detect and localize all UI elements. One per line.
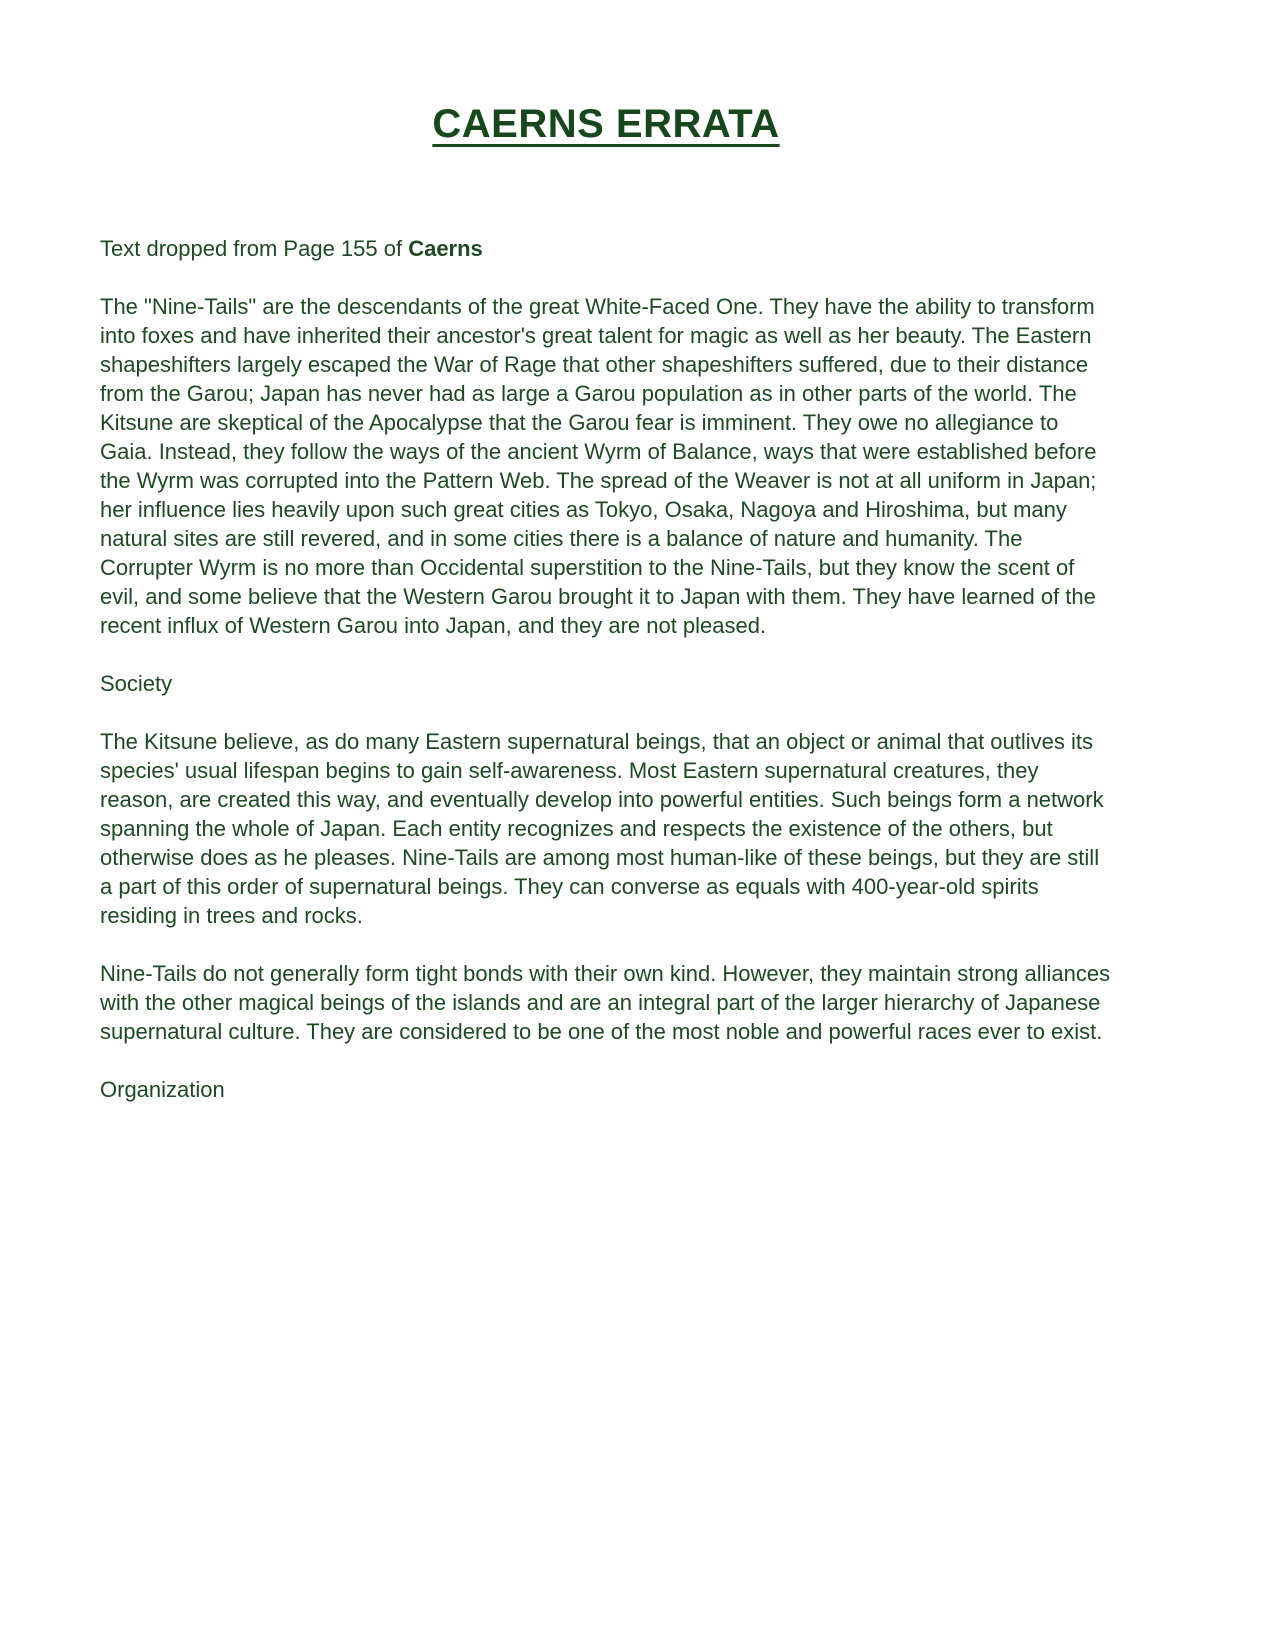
intro-prefix-text: Text dropped from Page 155 of [100, 236, 409, 261]
page-title [100, 100, 1112, 148]
paragraph-society-bonds: Nine-Tails do not generally form tight bonds with their own kind. However, they maintain strong alliances with the other magical beings of the islands and are an integral part of the larger hierarchy of Japanese supernatural culture. They are considered to be one of the most noble and powerful races ever to exist. [100, 961, 1111, 1044]
paragraph-kitsune-overview: The "Nine-Tails" are the descendants of the great White-Faced One. They have the ability to transform into foxes and have inherited their ancestor's great talent for magic as well as her beauty. The Eastern shapeshifters largely escaped the War of Rage that other shapeshifters suffered, due to their distance from the Garou; Japan has never had as large a Garou population as in other parts of the world. The Kitsune are skeptical of the Apocalypse that the Garou fear is imminent. They owe no allegiance to Gaia. Instead, they follow the ways of the ancient Wyrm of Balance, ways that were established before the Wyrm was corrupted into the Pattern Web. The spread of the Weaver is not at all uniform in Japan; her influence lies heavily upon such great cities as Tokyo, Osaka, Nagoya and Hiroshima, but many natural sites are still revered, and in some cities there is a balance of nature and humanity. The Corrupter Wyrm is no more than Occidental superstition to the Nine-Tails, but they know the scent of evil, and some believe that the Western Garou brought it to Japan with them. They have learned of the recent influx of Western Garou into Japan, and they are not pleased. [100, 294, 1097, 638]
page-title-text: CAERNS ERRATA [432, 102, 780, 146]
paragraph-society-beliefs: The Kitsune believe, as do many Eastern supernatural beings, that an object or animal that outlives its species' usual lifespan begins to gain self-awareness. Most Eastern supernatural creatures, they reason, are created this way, and eventually develop into powerful entities. Such beings form a network spanning the whole of Japan. Each entity recognizes and respects the existence of the others, but otherwise does as he pleases. Nine-Tails are among most human-like of these beings, but they are still a part of this order of supernatural beings. They can converse as equals with 400-year-old spirits residing in trees and rocks. [100, 729, 1104, 928]
section-heading-organization: Organization [100, 1077, 225, 1102]
section-heading-society: Society [100, 671, 173, 696]
intro-book-name: Caerns [408, 236, 483, 261]
intro-line [100, 234, 1112, 263]
